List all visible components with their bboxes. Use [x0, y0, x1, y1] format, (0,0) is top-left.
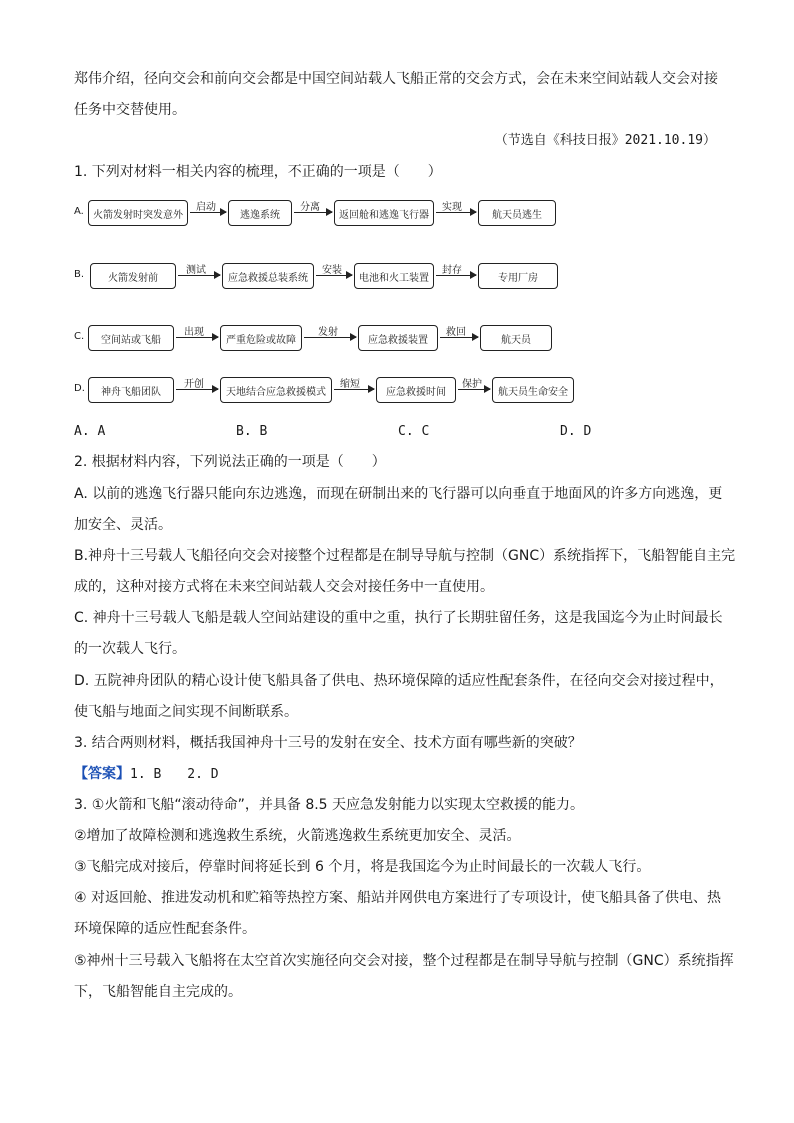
question-1-options [74, 423, 724, 441]
flow-a-box-4: 航天员逃生 [478, 200, 556, 226]
flow-b-arrow-3: 封存 [436, 275, 476, 276]
flow-b-box-2: 应急救援总装系统 [222, 263, 314, 289]
intro-line-1: 郑伟介绍，径向交会和前向交会都是中国空间站载人飞船正常的交会方式，会在未来空间站载人交会对接 [74, 71, 718, 87]
flow-a-arrow-1: 启动 [190, 212, 226, 213]
q2-option-d-line-1: D. 五院神舟团队的精心设计使飞船具备了供电、热环境保障的适应性配套条件，在径向交会对接过程中， [74, 673, 724, 689]
source-citation: （节选自《科技日报》2021.10.19） [494, 133, 716, 148]
flow-b-box-3: 电池和火工装置 [354, 263, 434, 289]
answer-3-point-5-line-1: ⑤神州十三号载入飞船将在太空首次实施径向交会对接，整个过程都是在制导导航与控制（GNC）系统指挥 [74, 953, 734, 969]
flow-option-b [74, 259, 594, 293]
answer-3-point-4-line-1: ④ 对返回舱、推进发动机和贮箱等热控方案、船站并网供电方案进行了专项设计，使飞船具备了供电、热 [74, 890, 721, 906]
option-d: D. D [560, 424, 592, 439]
question-2-stem: 2. 根据材料内容，下列说法正确的一项是（ ） [74, 454, 386, 470]
q2-option-c-line-1: C. 神舟十三号载人飞船是载人空间站建设的重中之重，执行了长期驻留任务，这是我国迄今为止时间最长 [74, 610, 723, 626]
flow-option-d [74, 373, 594, 407]
flow-b-box-4: 专用厂房 [478, 263, 558, 289]
q2-option-d-line-2: 使飞船与地面之间实现不间断联系。 [74, 704, 298, 720]
flow-a-box-1: 火箭发射时突发意外 [88, 200, 188, 226]
flow-d-box-3: 应急救援时间 [376, 377, 456, 403]
flow-option-c [74, 321, 594, 355]
q2-option-b-line-1: B.神舟十三号载人飞船径向交会对接整个过程都是在制导导航与控制（GNC）系统指挥下，飞船智能自主完 [74, 548, 736, 564]
flow-a-arrow-3: 实现 [436, 212, 476, 213]
answer-tag: 【答案】 [74, 766, 130, 782]
question-1-stem: 1. 下列对材料一相关内容的梳理，不正确的一项是（ ） [74, 164, 442, 180]
flow-c-box-3: 应急救援装置 [358, 325, 438, 351]
flow-a-box-3: 返回舱和逃逸飞行器 [334, 200, 434, 226]
answer-line [74, 765, 724, 784]
q2-option-b-line-2: 成的，这种对接方式将在未来空间站载人交会对接任务中一直使用。 [74, 579, 494, 595]
flow-c-arrow-2: 发射 [304, 337, 356, 338]
flow-d-arrow-3: 保护 [458, 389, 490, 390]
q2-option-a-line-1: A. 以前的逃逸飞行器只能向东边逃逸，而现在研制出来的飞行器可以向垂直于地面风的许多方向逃逸，更 [74, 486, 723, 502]
flow-c-arrow-3: 救回 [440, 337, 478, 338]
flow-d-box-1: 神舟飞船团队 [88, 377, 174, 403]
flow-c-arrow-1: 出现 [176, 337, 218, 338]
flow-a-arrow-2: 分离 [294, 212, 332, 213]
flow-d-arrow-2: 缩短 [334, 389, 374, 390]
flow-option-a [74, 196, 594, 230]
flow-d-label: D. [74, 383, 85, 394]
flow-a-label: A. [74, 206, 84, 217]
answer-3-point-4-line-2: 环境保障的适应性配套条件。 [74, 921, 256, 937]
intro-line-2: 任务中交替使用。 [74, 102, 186, 118]
flow-b-arrow-1: 测试 [178, 275, 220, 276]
answer-3-point-5-line-2: 下，飞船智能自主完成的。 [74, 984, 242, 1000]
option-c: C. C [398, 424, 430, 439]
flow-c-label: C. [74, 331, 85, 342]
flow-d-arrow-1: 开创 [176, 389, 218, 390]
answer-3-point-2: ②增加了故障检测和逃逸救生系统，火箭逃逸救生系统更加安全、灵活。 [74, 828, 521, 844]
q2-option-a-line-2: 加安全、灵活。 [74, 517, 172, 533]
flow-a-box-2: 逃逸系统 [228, 200, 292, 226]
q2-option-c-line-2: 的一次载人飞行。 [74, 641, 186, 657]
flow-c-box-2: 严重危险或故障 [220, 325, 302, 351]
option-b: B. B [236, 424, 268, 439]
answer-3-point-1: 3. ①火箭和飞船“滚动待命”，并具备 8.5 天应急发射能力以实现太空救援的能力。 [74, 797, 585, 813]
flow-c-box-1: 空间站或飞船 [88, 325, 174, 351]
answer-3-point-3: ③飞船完成对接后，停靠时间将延长到 6 个月，将是我国迄今为止时间最长的一次载人飞行。 [74, 859, 651, 875]
flow-d-box-2: 天地结合应急救援模式 [220, 377, 332, 403]
flow-d-box-4: 航天员生命安全 [492, 377, 574, 403]
flow-c-box-4: 航天员 [480, 325, 552, 351]
answer-text: 1. B 2. D [130, 767, 219, 782]
option-a: A. A [74, 424, 106, 439]
question-3-stem: 3. 结合两则材料，概括我国神舟十三号的发射在安全、技术方面有哪些新的突破？ [74, 735, 582, 751]
flow-b-label: B. [74, 269, 85, 280]
flow-b-arrow-2: 安装 [316, 275, 352, 276]
flow-b-box-1: 火箭发射前 [90, 263, 176, 289]
